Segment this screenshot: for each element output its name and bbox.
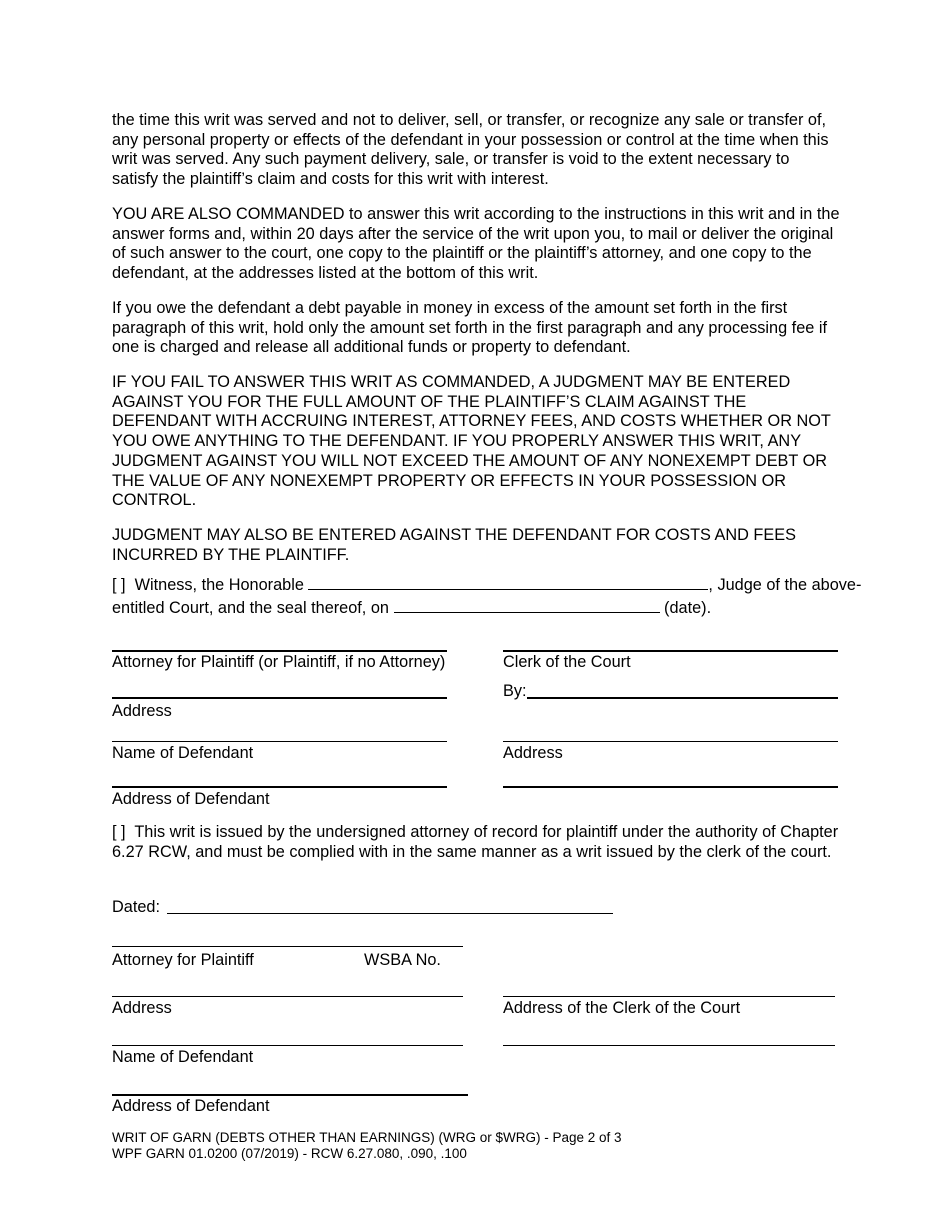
address-defendant-line[interactable]: [112, 786, 447, 788]
issued-statement: [ ] This writ is issued by the undersigned attorney of record for plaintiff under the authority of Chapter 6.27 RCW, and must be complied with in the same manner as a writ issued by the clerk of the court.: [112, 823, 839, 861]
attorney-label: Attorney for Plaintiff (or Plaintiff, if no Attorney): [112, 653, 446, 671]
attorney-address-line[interactable]: [112, 697, 447, 699]
paragraph-answer-command: YOU ARE ALSO COMMANDED to answer this writ according to the instructions in this writ and in the answer forms and, within 20 days after the service of the writ upon you, to mail or deliver the original of such answer to the court, one copy to the plaintiff or the plaintiff’s attorney, and one copy to the defendant, at the addresses listed at the bottom of this writ.: [112, 205, 840, 283]
clerk-court-address-line-2[interactable]: [503, 1045, 835, 1046]
footer-form-number: WPF GARN 01.0200 (07/2019) - RCW 6.27.080, .090, .100: [112, 1146, 467, 1161]
witness-checkbox[interactable]: [ ]: [112, 576, 126, 594]
address-defendant-label-2: Address of Defendant: [112, 1097, 270, 1115]
paragraph-payment-restriction: the time this writ was served and not to deliver, sell, or transfer, or recognize any sale or transfer of, any personal property or effects of the defendant in your possession or control at the time when this writ was served. Any such payment delivery, sale, or transfer is void to the extent necessary to satisfy the plaintiff’s claim and costs for this writ with interest.: [112, 111, 829, 189]
footer-form-title: WRIT OF GARN (DEBTS OTHER THAN EARNINGS) (WRG or $WRG) - Page 2 of 3: [112, 1130, 622, 1145]
name-defendant-label-2: Name of Defendant: [112, 1048, 254, 1066]
name-defendant-line[interactable]: [112, 741, 447, 742]
name-defendant-label: Name of Defendant: [112, 744, 254, 762]
witness-date-field[interactable]: [394, 598, 660, 613]
paragraph-failure-warning: IF YOU FAIL TO ANSWER THIS WRIT AS COMMANDED, A JUDGMENT MAY BE ENTERED AGAINST YOU FOR THE FULL AMOUNT OF THE PLAINTIFF’S CLAIM AGAINST THE DEFENDANT WITH ACCRUING INTEREST, ATTORNEY FEES, AND COSTS WHETHER OR NOT YOU OWE ANYTHING TO THE DEFENDANT. IF YOU PROPERLY ANSWER THIS WRIT, ANY JUDGMENT AGAINST YOU WILL NOT EXCEED THE AMOUNT OF ANY NONEXEMPT DEBT OR THE VALUE OF ANY NONEXEMPT PROPERTY OR EFFECTS IN YOUR POSSESSION OR CONTROL.: [112, 373, 831, 510]
witness-line-1: [ ] Witness, the Honorable , Judge of the above-: [112, 576, 862, 594]
dated-field[interactable]: [167, 913, 613, 914]
paragraph-excess-debt: If you owe the defendant a debt payable in money in excess of the amount set forth in the first paragraph of this writ, hold only the amount set forth in the first paragraph and any processing fee if one is charged and release all additional funds or property to defendant.: [112, 299, 827, 357]
clerk-court-address-label: Address of the Clerk of the Court: [503, 999, 741, 1017]
judge-name-field[interactable]: [308, 575, 708, 590]
address-label: Address: [112, 702, 172, 720]
clerk-address-extra-line[interactable]: [503, 786, 838, 788]
attorney-address-line-2[interactable]: [112, 996, 463, 997]
clerk-court-address-line[interactable]: [503, 996, 835, 997]
paragraph-judgment-defendant: JUDGMENT MAY ALSO BE ENTERED AGAINST THE DEFENDANT FOR COSTS AND FEES INCURRED BY THE PLAINTIFF.: [112, 526, 796, 564]
clerk-label: Clerk of the Court: [503, 653, 631, 671]
address-defendant-label: Address of Defendant: [112, 790, 270, 808]
attorney-address-label-2: Address: [112, 999, 172, 1017]
name-defendant-line-2[interactable]: [112, 1045, 463, 1046]
clerk-address-line[interactable]: [503, 741, 838, 742]
dated-label: Dated:: [112, 898, 160, 916]
witness-line-2: entitled Court, and the seal thereof, on (date).: [112, 599, 712, 617]
clerk-address-label: Address: [503, 744, 563, 762]
issued-checkbox[interactable]: [ ]: [112, 823, 126, 841]
attorney-plaintiff-label: Attorney for Plaintiff: [112, 951, 254, 969]
by-signature-line[interactable]: [527, 697, 838, 699]
wsba-label: WSBA No.: [364, 951, 441, 969]
by-label: By:: [503, 682, 527, 700]
attorney-plaintiff-line[interactable]: [112, 946, 463, 947]
